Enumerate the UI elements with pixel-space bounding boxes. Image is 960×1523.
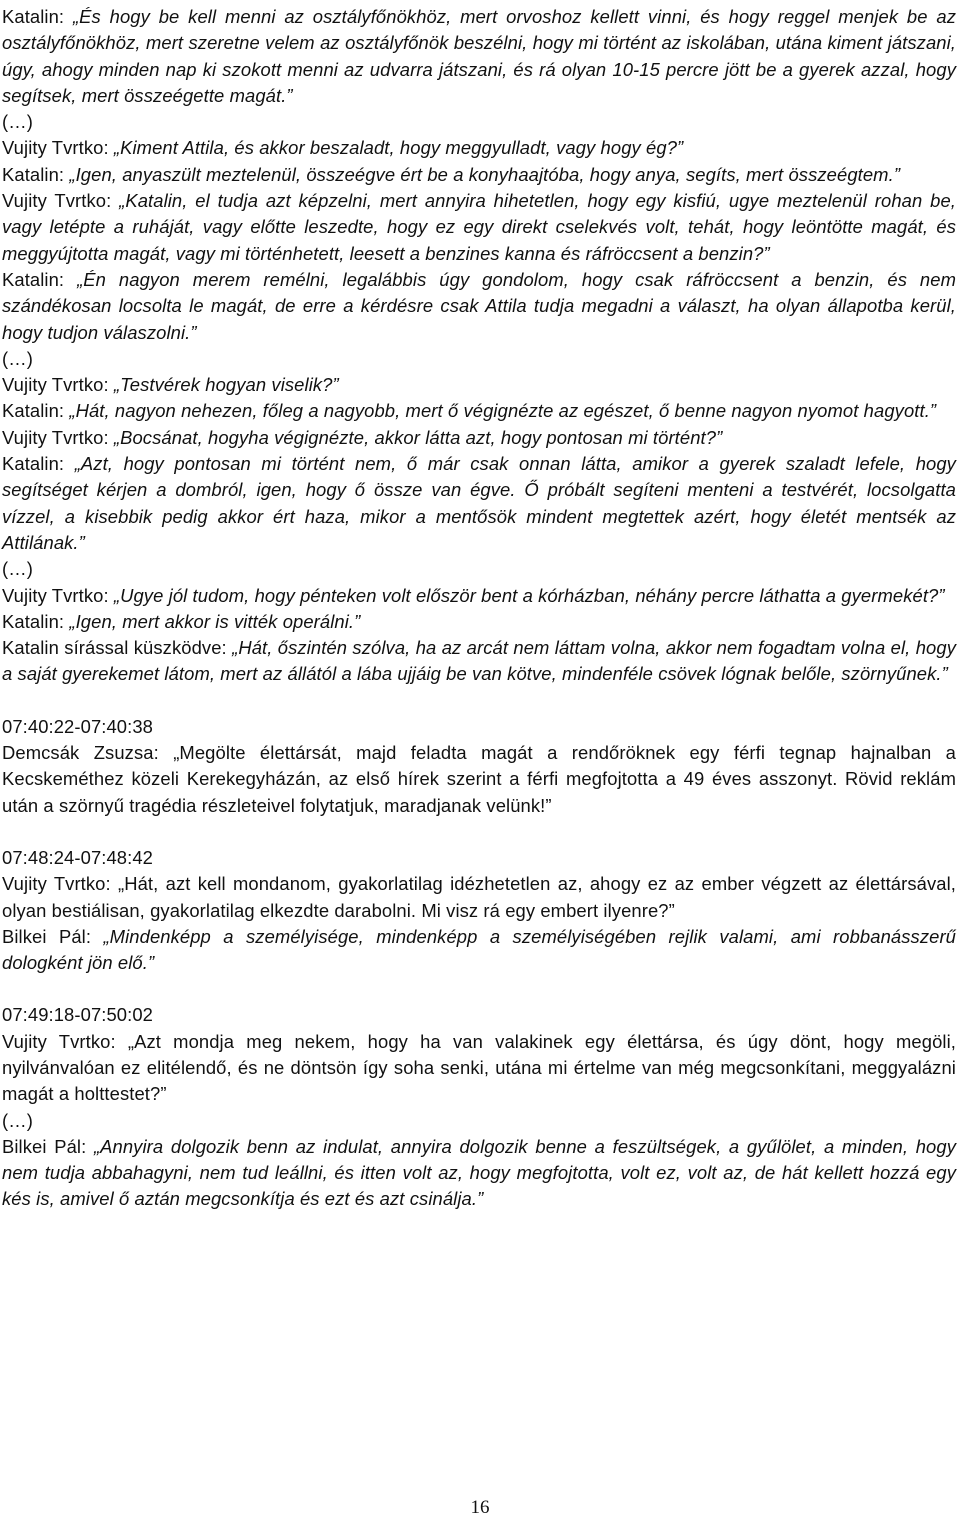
quote-text: „Azt mondja meg nekem, hogy ha van valakinek egy élettársa, és úgy dönt, hogy megöli, nyilvánvalóan ez elitélendő, és ne döntsön így soha senki, utána mi értelme van még megcsonkítani, meggyalázni magát a holttestet?”	[2, 1030, 956, 1105]
page-number: 16	[470, 1497, 490, 1518]
quote-text: „És hogy be kell menni az osztályfőnökhöz, mert orvoshoz kellett vinni, és hogy reggel menjek be az osztályfőnökhöz, mert szeretne velem az osztályfőnök beszélni, hogy mi történt az iskolában, utána kiment játszani, úgy, ahogy minden nap ki szokott menni az udvarra játszani, és rá olyan 10-15 percre jött be a gyerek azzal, hogy segítsek, mert összeégette magát.”	[2, 6, 956, 106]
transcript-paragraph	[2, 267, 956, 346]
quote-text: „Én nagyon merem remélni, legalábbis úgy gondolom, hogy csak ráfröccsent a benzin, és nem szándékosan locsolta le magát, de erre a kérdésre csak Attila tudja megadni a választ, ha olyan állapotba kerül, hogy tudjon válaszolni.”	[2, 268, 956, 343]
quote-text: „Hát, őszintén szólva, ha az arcát nem láttam volna, akkor nem fogadtam volna el, hogy a saját gyerekemet látom, mert az állától a lába ujjáig be van kötve, mindenféle csövek lógnak belőle, szörnyűnek.”	[2, 637, 956, 685]
speaker-label: Bilkei Pál:	[2, 1135, 94, 1157]
transcript-paragraph	[2, 451, 956, 556]
transcript-paragraph	[2, 871, 956, 924]
speaker-label: Katalin:	[2, 268, 78, 290]
ellipsis-marker: (…)	[2, 347, 33, 369]
transcript-paragraph	[2, 740, 956, 819]
section-gap	[2, 976, 956, 1002]
quote-text: „Azt, hogy pontosan mi történt nem, ő már csak onnan látta, amikor a gyerek szaladt lefele, hogy segítséget kérjen a dombról, igen, hogy ő össze van égve. Ő próbált segíteni menteni a testvérét, locsolgatta vízzel, a kisebbik pedig akkor ért haza, mikor a mentősök mindent megtettek azért, hogy életét mentsék az Attilának.”	[2, 453, 956, 553]
speaker-label: Katalin:	[2, 400, 70, 422]
ellipsis-marker: (…)	[2, 111, 33, 133]
transcript-paragraph	[2, 1029, 956, 1108]
speaker-label: Katalin sírással küszködve:	[2, 637, 233, 659]
transcript-paragraph	[2, 609, 956, 635]
speaker-label: Bilkei Pál:	[2, 925, 104, 947]
document-body	[2, 4, 956, 1213]
transcript-paragraph	[2, 635, 956, 688]
section-gap	[2, 688, 956, 714]
transcript-paragraph	[2, 162, 956, 188]
speaker-label: Vujity Tvrtko:	[2, 426, 114, 448]
speaker-label: Katalin:	[2, 6, 73, 27]
quote-text: „Hát, azt kell mondanom, gyakorlatilag idézhetetlen az, ahogy ez az ember végzett az élettársával, olyan bestiálisan, gyakorlatilag elkezdte darabolni. Mi visz rá egy embert ilyenre?”	[2, 873, 956, 921]
speaker-label: Vujity Tvrtko:	[2, 190, 120, 212]
quote-text: „Mindenképp a személyisége, mindenképp a személyiségében rejlik valami, ami robbanásszerű dologként jön elő.”	[2, 925, 957, 974]
quote-text: „Testvérek hogyan viselik?”	[113, 374, 339, 396]
timestamp: 07:49:18-07:50:02	[2, 1004, 153, 1026]
quote-text: „Hát, nagyon nehezen, főleg a nagyobb, mert ő végignézte az egészet, ő benne nagyon nyomot hagyott.”	[69, 400, 937, 422]
timestamp: 07:40:22-07:40:38	[2, 715, 153, 737]
speaker-label: Vujity Tvrtko:	[2, 1030, 128, 1052]
quote-text: „Ugye jól tudom, hogy pénteken volt először bent a kórházban, néhány percre láthatta a gyermekét?”	[113, 584, 945, 606]
transcript-paragraph	[2, 4, 956, 109]
transcript-paragraph	[2, 1134, 956, 1213]
timestamp: 07:48:24-07:48:42	[2, 846, 153, 868]
ellipsis-marker: (…)	[2, 558, 33, 580]
transcript-paragraph	[2, 188, 956, 267]
transcript-paragraph	[2, 135, 956, 161]
quote-text: „Igen, mert akkor is vitték operálni.”	[69, 610, 361, 632]
transcript-paragraph	[2, 398, 956, 424]
speaker-label: Vujity Tvrtko:	[2, 584, 114, 606]
quote-text: „Kiment Attila, és akkor beszaladt, hogy meggyulladt, vagy hogy ég?”	[113, 137, 684, 159]
speaker-label: Demcsák Zsuzsa:	[2, 742, 174, 764]
speaker-label: Vujity Tvrtko:	[2, 137, 114, 159]
quote-text: „Igen, anyaszült meztelenül, összeégve ért be a konyhaajtóba, hogy anya, segíts, mert összeégtem.”	[69, 163, 901, 185]
speaker-label: Vujity Tvrtko:	[2, 873, 118, 895]
quote-text: „Annyira dolgozik benn az indulat, annyira dolgozik benne a feszültségek, a gyűlölet, a minden, hogy nem tudja abbahagyni, nem tud leállni, és itten volt az, hogy megfojtotta, volt ez, volt az, de hát kellett hozzá egy kés is, amivel ő aztán megcsonkítja és ezt és azt csinálja.”	[2, 1135, 956, 1210]
speaker-label: Vujity Tvrtko:	[2, 374, 114, 396]
section-gap	[2, 819, 956, 845]
speaker-label: Katalin:	[2, 163, 70, 185]
ellipsis-marker: (…)	[2, 1109, 33, 1131]
transcript-paragraph	[2, 372, 956, 398]
quote-text: „Katalin, el tudja azt képzelni, mert annyira hihetetlen, hogy egy kisfiú, ugye meztelenül rohan be, vagy letépte a ruháját, vagy előtte leszedte, hogy ez egy direkt cselekvés volt, tehát, hogy leöntötte magát, és meggyújtotta magát, vagy mi történhetett, leesett a benzines kanna és ráfröccsent a benzin?”	[2, 190, 956, 264]
quote-text: „Bocsánat, hogyha végignézte, akkor látta azt, hogy pontosan mi történt?”	[113, 426, 723, 448]
quote-text: „Megölte élettársát, majd feladta magát a rendőröknek egy férfi tegnap hajnalban a Kecskeméthez közeli Kerekegyházán, az első hírek szerint a férfi megfojtotta a 49 éves asszonyt. Rövid reklám után a szörnyű tragédia részleteivel folytatjuk, maradjanak velünk!”	[2, 742, 956, 816]
speaker-label: Katalin:	[2, 610, 70, 632]
transcript-paragraph	[2, 583, 956, 609]
transcript-paragraph	[2, 425, 956, 451]
speaker-label: Katalin:	[2, 453, 75, 475]
transcript-paragraph	[2, 924, 956, 977]
